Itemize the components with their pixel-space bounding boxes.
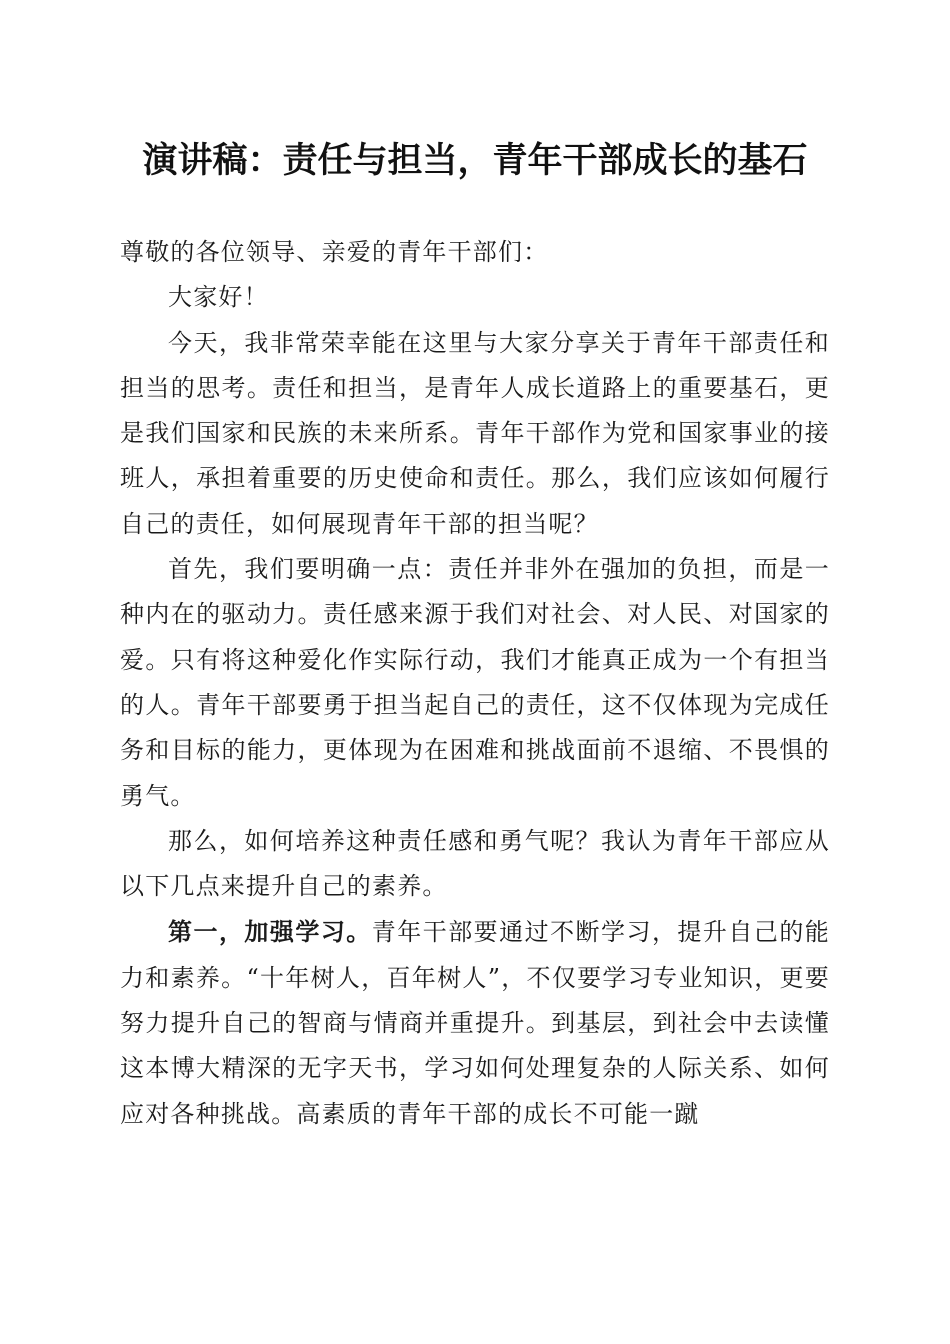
paragraph-intro: 今天，我非常荣幸能在这里与大家分享关于青年干部责任和担当的思考。责任和担当，是青年人成长道路上的重要基石，更是我们国家和民族的未来所系。青年干部作为党和国家事业的接班人，承担着重要的历史使命和责任。那么，我们应该如何履行自己的责任，如何展现青年干部的担当呢？ — [120, 328, 830, 538]
point-one-heading: 第一，加强学习。 — [168, 917, 372, 947]
document-title: 演讲稿：责任与担当，青年干部成长的基石 — [142, 140, 808, 181]
salutation: 尊敬的各位领导、亲爱的青年干部们： — [120, 238, 549, 266]
point-one-text: 青年干部要通过不断学习，提升自己的能力和素养。“十年树人，百年树人”，不仅要学习专业知识，更要努力提升自己的智商与情商并重提升。到基层，到社会中去读懂这本博大精深的无字天书，学习如何处理复杂的人际关系、如何应对各种挑战。高素质的青年干部的成长不可能一蹴 — [120, 918, 830, 1128]
paragraph-first-point: 首先，我们要明确一点：责任并非外在强加的负担，而是一种内在的驱动力。责任感来源于我们对社会、对人民、对国家的爱。只有将这种爱化作实际行动，我们才能真正成为一个有担当的人。青年干部要勇于担当起自己的责任，这不仅体现为完成任务和目标的能力，更体现为在困难和挑战面前不退缩、不畏惧的勇气。 — [120, 555, 830, 810]
greeting: 大家好！ — [168, 283, 269, 312]
document-body — [120, 230, 830, 1137]
paragraph-point-one — [120, 909, 830, 1136]
paragraph-question: 那么，如何培养这种责任感和勇气呢？我认为青年干部应从以下几点来提升自己的素养。 — [120, 826, 830, 901]
